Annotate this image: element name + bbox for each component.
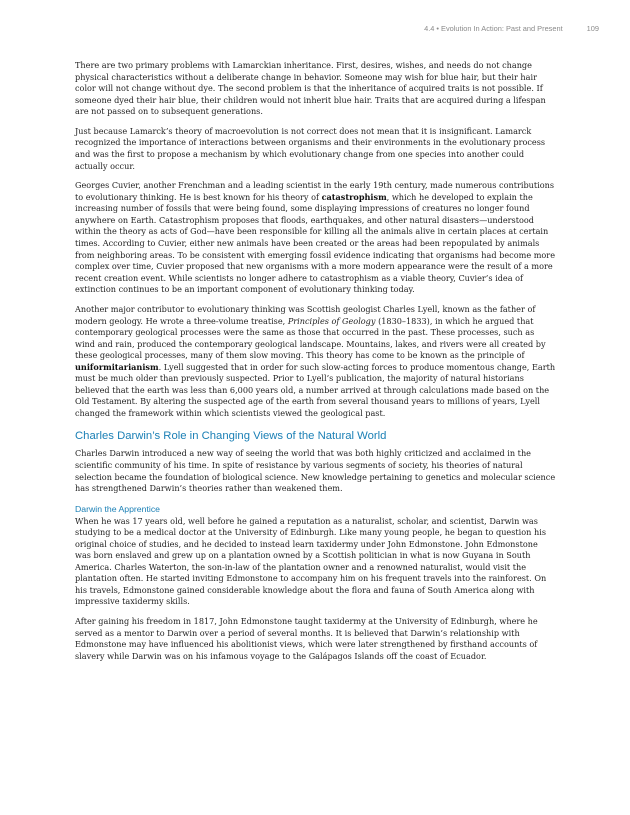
- running-header: [424, 24, 599, 33]
- page-number: 109: [586, 24, 599, 33]
- subsection-heading: Darwin the Apprentice: [75, 503, 160, 514]
- paragraph-text: (1830–1833), in which he argued that contemporary geological processes were the same as those that occurred in the past. These processes, such as wind and rain, produced the contemporary geological landscape. Mountains, lakes, and rivers were all created by these geological processes, many of them slow moving. This theory has come to be known as the principle of: [75, 315, 546, 361]
- section-heading: Charles Darwin’s Role in Changing Views of the Natural World: [75, 430, 387, 443]
- paragraph-lyell: [75, 304, 556, 419]
- paragraph-darwin-apprentice: When he was 17 years old, well before he gained a reputation as a naturalist, scholar, and scientist, Darwin was studying to be a medical doctor at the University of Edinburgh. Like many young people, he began to question his original choice of studies, and he decided to instead learn taxidermy under John Edmonstone. John Edmonstone was born enslaved and grew up on a plantation owned by a Scottish politician in what is now Guyana in South America. Charles Waterton, the son-in-law of the plantation owner and a renowned naturalist, would visit the plantation often. He started inviting Edmonstone to accompany him on his frequent travels into the rainforest. On his travels, Edmonstone gained considerable knowledge about the flora and fauna of South America along with impressive taxidermy skills.: [75, 515, 547, 607]
- paragraph-lamarck-significance: Just because Lamarck’s theory of macroevolution is not correct does not mean that it is insignificant. Lamarck recognized the importance of interactions between organisms and their environments in the evolutionary process and was the first to propose a mechanism by which evolutionary change from one species into another could actually occur.: [75, 125, 546, 171]
- book-title: Principles of Geology: [287, 315, 376, 326]
- paragraph-cuvier: [75, 180, 556, 295]
- paragraph-lamarckian-problems: There are two primary problems with Lamarckian inheritance. First, desires, wishes, and needs do not change physical characteristics without a deliberate change in behavior. Someone may wish for blue hair, but their hair color will not change without dye. The second problem is that the inheritance of acquired traits is not possible. If someone dyed their hair blue, their children would not inherit blue hair. Traits that are acquired during a lifespan are not passed on to subsequent generations.: [75, 60, 546, 117]
- paragraph-darwin-intro: Charles Darwin introduced a new way of seeing the world that was both highly criticized and acclaimed in the scientific community of his time. In spite of resistance by various segments of society, his theories of natural selection became the foundation of biological science. New knowledge pertaining to genetics and molecular science has strengthened Darwin’s theories rather than weakened them.: [75, 448, 556, 494]
- paragraph-text: Another major contributor to evolutionary thinking was Scottish geologist Charles Lyell, known as the father of modern geology. He wrote a three-volume treatise,: [75, 303, 536, 326]
- key-term-catastrophism: catastrophism: [321, 191, 387, 202]
- paragraph-text: Georges Cuvier, another Frenchman and a leading scientist in the early 19th century, made numerous contributions to evolutionary thinking. He is best known for his theory of: [75, 180, 555, 202]
- body-text: [75, 60, 556, 671]
- paragraph-text: , which he developed to explain the increasing number of fossils that were being found, some displaying impressions of creatures no longer found anywhere on Earth. Catastrophism proposes that floods, earthquakes, and other natural disasters—understood within the theory as acts of God—have been responsible for killing all the animals alive in certain places at certain times. According to Cuvier, either new animals have been created or the areas had been repopulated by animals from neighboring areas. To be consistent with emerging fossil evidence indicating that organisms had become more complex over time, Cuvier proposed that new organisms with a more modern appearance were the result of a more recent creation event. While scientists no longer adhere to catastrophism as a viable theory, Cuvier’s idea of extinction continues to be an important component of evolutionary thinking today.: [75, 191, 555, 295]
- paragraph-edmonstone: After gaining his freedom in 1817, John Edmonstone taught taxidermy at the University of Edinburgh, where he served as a mentor to Darwin over a period of several months. It is believed that Darwin’s relationship with Edmonstone may have influenced his abolitionist views, which were later strengthened by firsthand accounts of slavery while Darwin was on his infamous voyage to the Galápagos Islands off the coast of Ecuador.: [75, 616, 538, 661]
- header-section-title: 4.4 • Evolution In Action: Past and Present: [424, 24, 563, 33]
- paragraph-text: . Lyell suggested that in order for such slow-acting forces to produce momentous change, Earth must be much older than previously suspected. Prior to Lyell’s publication, the majority of natural historians believed that the earth was less than 6,000 years old, a number arrived at through calculations made based on the Old Testament. By altering the suspected age of the earth from several thousand years to millions of years, Lyell changed the framework within which scientists viewed the geological past.: [75, 361, 556, 418]
- key-term-uniformitarianism: uniformitarianism: [75, 361, 159, 372]
